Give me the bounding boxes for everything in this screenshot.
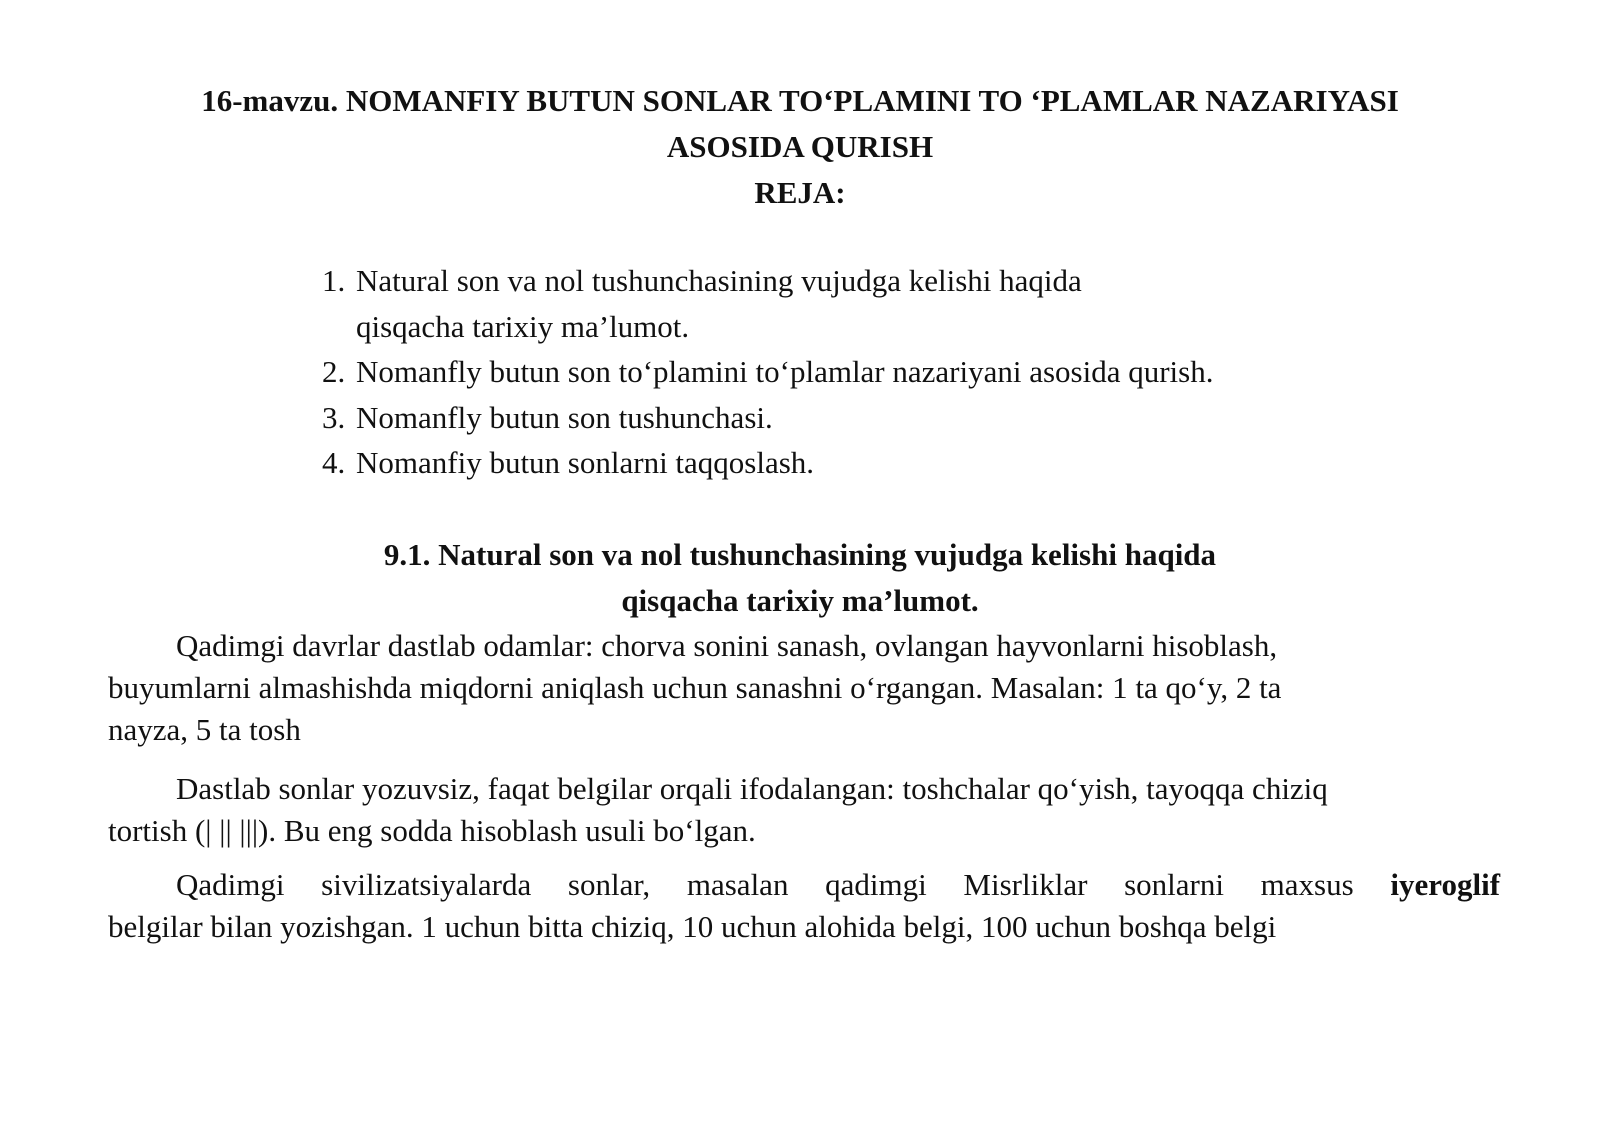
plan-item-text: Nomanfly butun son tushunchasi.	[356, 399, 773, 435]
plan-item-4	[322, 440, 1422, 486]
paragraph-2-line-1-text: Dastlab sonlar yozuvsiz, faqat belgilar orqali ifodalangan: toshchalar qo‘yish, tayoqqa chiziq	[176, 771, 1328, 806]
plan-item-3	[322, 395, 1422, 441]
document-title	[110, 78, 1490, 216]
plan-item-number: 2.	[322, 354, 346, 389]
plan-item-2	[322, 349, 1422, 395]
section-heading-line-2: qisqacha tarixiy ma’lumot.	[621, 583, 979, 618]
paragraph-2	[108, 768, 1500, 852]
paragraph-3-line-1-text: Qadimgi sivilizatsiyalarda sonlar, masalan qadimgi Misrliklar sonlarni maxsus	[176, 867, 1354, 902]
paragraph-2-line-2: tortish (| || |||). Bu eng sodda hisoblash usuli bo‘lgan.	[108, 813, 756, 848]
plan-item-text-continued: qisqacha tarixiy ma’lumot.	[356, 308, 690, 344]
paragraph-2-line-1	[108, 768, 1500, 810]
title-line-1: 16-mavzu. NOMANFIY BUTUN SONLAR TO‘PLAMINI TO ‘PLAMLAR NAZARIYASI	[201, 83, 1399, 118]
paragraph-1-line-1	[108, 625, 1500, 667]
plan-item-text: Natural son va nol tushunchasining vujudga kelishi haqida	[356, 263, 1082, 298]
section-heading-line-1: 9.1. Natural son va nol tushunchasining vujudga kelishi haqida	[383, 537, 1217, 572]
paragraph-1	[108, 625, 1500, 751]
plan-item-text: Nomanfiy butun sonlarni taqqoslash.	[356, 445, 815, 480]
paragraph-3-line-1	[108, 864, 1500, 906]
paragraph-1-line-2: buyumlarni almashishda miqdorni aniqlash uchun sanashni o‘rgangan. Masalan: 1 ta qo‘y, 2 ta	[108, 670, 1282, 705]
paragraph-3-line-2: belgilar bilan yozishgan. 1 uchun bitta chiziq, 10 uchun alohida belgi, 100 uchun boshqa belgi	[108, 909, 1277, 944]
paragraph-1-line-1-text: Qadimgi davrlar dastlab odamlar: chorva sonini sanash, ovlangan hayvonlarni hisoblash,	[176, 628, 1278, 663]
paragraph-3-bold-term: iyeroglif	[1390, 867, 1501, 902]
plan-heading: REJA:	[754, 175, 846, 210]
plan-item-text: Nomanfly butun son to‘plamini to‘plamlar nazariyani asosida qurish.	[356, 354, 1214, 389]
plan-item-number: 3.	[322, 399, 346, 435]
plan-item-1	[322, 258, 1422, 349]
paragraph-3	[108, 864, 1500, 948]
title-line-2: ASOSIDA QURISH	[666, 129, 934, 164]
plan-list	[322, 258, 1422, 486]
plan-item-number: 4.	[322, 445, 346, 480]
section-heading	[110, 532, 1490, 624]
plan-item-number: 1.	[322, 263, 346, 298]
paragraph-1-line-3: nayza, 5 ta tosh	[108, 712, 301, 747]
